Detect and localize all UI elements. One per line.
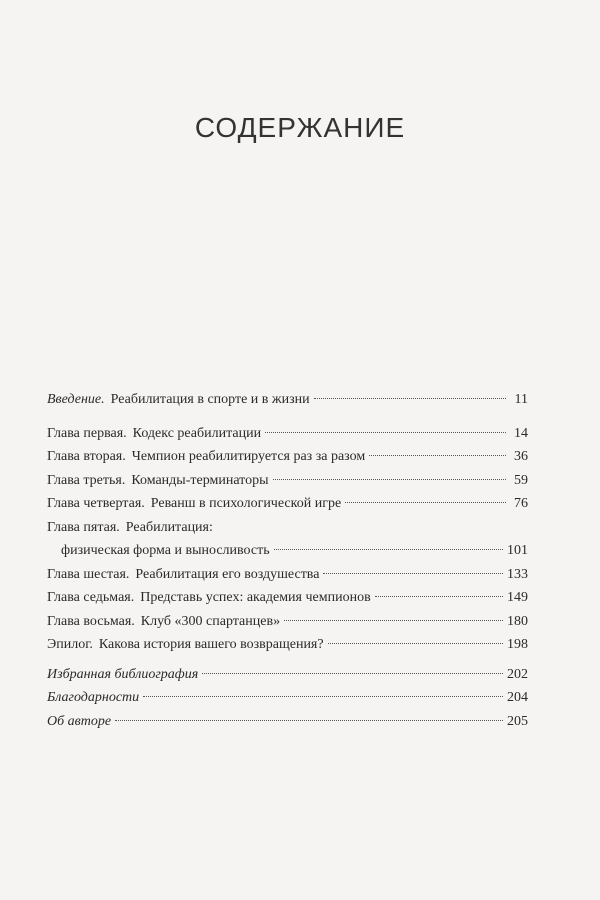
toc-chapter-prefix: Глава четвертая. <box>47 496 145 511</box>
toc-entry-intro[interactable] <box>47 392 528 416</box>
toc-entry-bibliography[interactable] <box>47 667 528 691</box>
toc-entry-chapter-3[interactable] <box>47 473 528 497</box>
toc-chapter-title: Какова история вашего возвращения? <box>98 637 324 652</box>
toc-intro-prefix: Введение. <box>47 392 105 407</box>
toc-page-number: 180 <box>507 613 528 629</box>
toc-chapter-title: Реванш в психологической игре <box>150 496 342 511</box>
toc-entry-acknowledgements[interactable] <box>47 690 528 714</box>
toc-chapter-prefix: Глава седьмая. <box>47 590 135 605</box>
dot-leader <box>314 398 506 399</box>
dot-leader <box>273 479 506 480</box>
toc-page-number: 14 <box>514 425 528 441</box>
dot-leader <box>115 720 503 721</box>
toc-page-number: 198 <box>507 637 528 652</box>
dot-leader <box>375 596 503 597</box>
toc-entry-chapter-2[interactable] <box>47 449 528 473</box>
toc-entry-chapter-6[interactable] <box>47 567 528 591</box>
toc-page-number: 76 <box>514 496 528 511</box>
dot-leader <box>328 643 503 644</box>
toc-backmatter-title: Благодарности <box>47 690 140 705</box>
toc-intro-title: Реабилитация в спорте и в жизни <box>110 392 310 407</box>
toc-chapter-prefix: Глава восьмая. <box>47 613 135 629</box>
toc-chapter-title: Представь успех: академия чемпионов <box>140 590 371 605</box>
toc-entry-chapter-8[interactable] <box>47 614 528 638</box>
dot-leader <box>369 455 506 456</box>
toc-page-number: 204 <box>507 690 528 705</box>
page-title: СОДЕРЖАНИЕ <box>194 112 406 143</box>
toc-chapter-title: Чемпион реабилитируется раз за разом <box>131 449 366 464</box>
toc-entry-epilogue[interactable] <box>47 637 528 661</box>
dot-leader <box>323 573 503 574</box>
toc-chapter-title: Кодекс реабилитации <box>132 425 262 441</box>
toc-entry-chapter-7[interactable] <box>47 590 528 614</box>
toc-entry-chapter-5[interactable] <box>47 520 528 544</box>
toc-chapter-prefix: Глава пятая. <box>47 519 120 535</box>
toc-chapter-title: Команды-терминаторы <box>131 472 269 488</box>
toc-entry-chapter-1[interactable] <box>47 426 528 450</box>
toc-chapter-title: Реабилитация его воздушества <box>135 566 320 582</box>
toc-entry-chapter-5-continuation[interactable] <box>47 543 528 567</box>
toc-chapter-title: Клуб «300 спартанцев» <box>140 613 281 629</box>
toc-entry-about-author[interactable] <box>47 714 528 738</box>
dot-leader <box>202 673 503 674</box>
toc-page-number: 101 <box>507 543 528 558</box>
dot-leader <box>284 620 503 621</box>
toc-page-number: 133 <box>507 566 528 582</box>
toc-chapter-prefix: Глава вторая. <box>47 449 126 464</box>
toc-backmatter-title: Избранная библиография <box>47 666 199 682</box>
toc-page-number: 36 <box>514 449 528 464</box>
toc-chapter-prefix: Эпилог. <box>47 637 93 652</box>
dot-leader <box>265 432 506 433</box>
dot-leader <box>274 549 503 550</box>
toc-entry-chapter-4[interactable] <box>47 496 528 520</box>
toc-page-number: 149 <box>507 590 528 605</box>
toc-backmatter-title: Об авторе <box>47 713 112 729</box>
toc-chapter-prefix: Глава третья. <box>47 472 126 488</box>
toc-page-number: 205 <box>507 713 528 729</box>
toc-page-number: 59 <box>514 472 528 488</box>
dot-leader <box>345 502 506 503</box>
toc-page-number: 202 <box>507 666 528 682</box>
table-of-contents <box>47 392 528 737</box>
toc-chapter-title-continuation: физическая форма и выносливость <box>61 543 270 558</box>
toc-chapter-prefix: Глава шестая. <box>47 566 130 582</box>
toc-chapter-title: Реабилитация: <box>125 519 213 535</box>
toc-chapter-prefix: Глава первая. <box>47 425 127 441</box>
dot-leader <box>143 696 503 697</box>
toc-page-number: 11 <box>514 392 528 407</box>
